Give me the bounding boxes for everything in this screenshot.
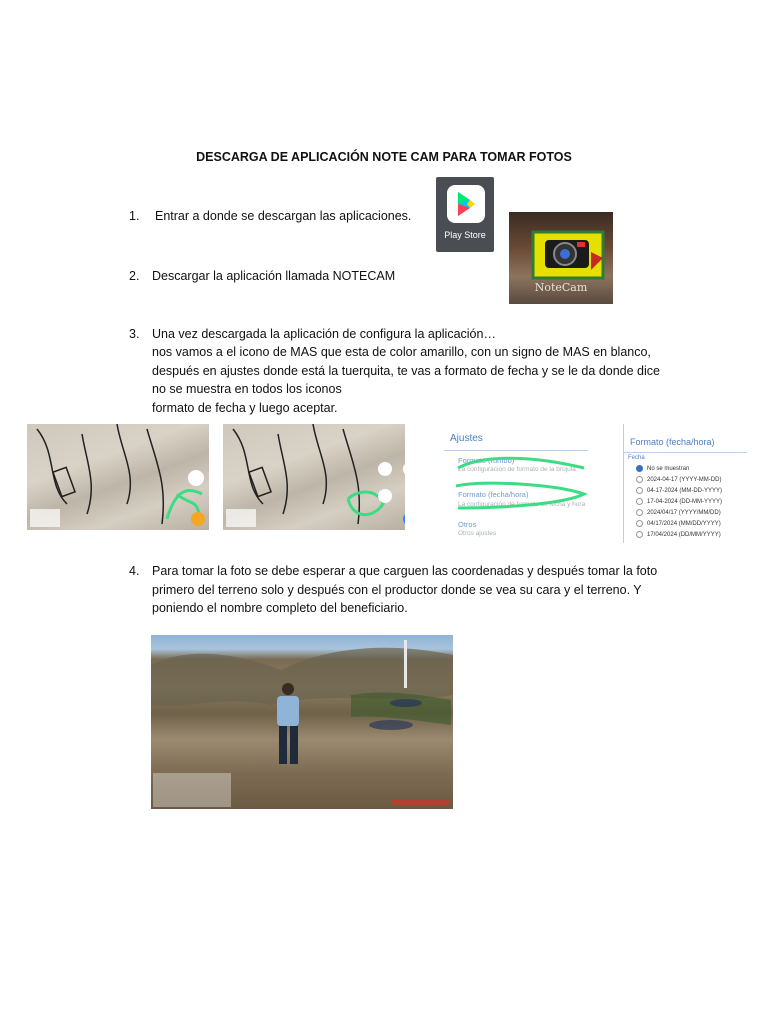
formato-section-label: Fecha [628,455,645,461]
radio [636,520,643,527]
mic-icon[interactable] [378,462,392,476]
date-option-label: 17-04-2024 (DD-MM-YYYY) [647,499,723,506]
step-3-line-2: nos vamos a el icono de MAS que esta de color amarillo, con un signo de MAS en blanco, [152,345,651,359]
date-option-label: 04/17/2024 (MM/DD/YYYY) [647,521,721,528]
coordinates-overlay [30,509,60,527]
step-2-number: 2. [129,269,140,283]
app-screenshot-menu [223,424,405,530]
formato-title: Formato (fecha/hora) [630,437,715,447]
step-4-number: 4. [129,564,140,578]
date-option-label: 2024/04/17 (YYYY/MM/DD) [647,510,721,517]
step-1-number: 1. [129,209,140,223]
ajustes-item-otros[interactable]: Otros [458,520,477,529]
notecam-icon [509,212,613,304]
step-3-line-5: formato de fecha y luego aceptar. [152,401,338,415]
radio [636,498,643,505]
notecam-label: NoteCam [534,281,588,294]
date-option[interactable] [636,476,721,483]
ajustes-title: Ajustes [450,433,483,444]
app-screenshot-camera [27,424,209,530]
date-option[interactable] [636,509,721,516]
document-title: DESCARGA DE APLICACIÓN NOTE CAM PARA TOMAR FOTOS [196,150,572,164]
step-3-number: 3. [129,327,140,341]
step-3-line-4: no se muestra en todos los iconos [152,382,342,396]
step-2-text: Descargar la aplicación llamada NOTECAM [152,269,396,283]
date-option-label: 2024-04-17 (YYYY-MM-DD) [647,477,722,484]
step-4-line-2: primero del terreno solo y después con el productor donde se vea su cara y el terreno. Y [152,583,642,597]
radio [636,509,643,516]
formato-panel [623,424,747,543]
step-4-line-1: Para tomar la foto se debe esperar a que carguen las coordenadas y después tomar la foto [152,564,658,578]
ajustes-item-fecha[interactable]: Formato (fecha/hora) [458,490,529,499]
radio [636,531,643,538]
radio [636,476,643,483]
step-3-line-3: después en ajustes donde está la tuerquita, te vas a formato de fecha y se le da donde dice [152,364,660,378]
ajustes-panel [444,424,588,543]
date-option-label: 17/04/2024 (DD/MM/YYYY) [647,532,721,539]
coordinates-overlay [153,773,231,807]
field-photo [151,635,453,809]
date-option[interactable] [636,465,689,472]
date-option-label: 04-17-2024 (MM-DD-YYYY) [647,488,723,495]
ajustes-item-rumbo[interactable]: Formato (rumbo) [458,456,515,465]
step-1-text: Entrar a donde se descargan las aplicaciones. [155,209,412,223]
date-option[interactable] [636,487,722,494]
radio-selected [636,465,643,472]
radio [636,487,643,494]
play-store-label: Play Store [444,230,486,240]
camera-icon[interactable] [188,470,204,486]
ajustes-item-fecha-sub: La configuración de formato de fecha y hora [458,501,586,508]
date-option[interactable] [636,531,721,538]
date-option[interactable] [636,520,721,527]
date-option-label: No se muestran [647,466,690,473]
coordinates-overlay [226,509,256,527]
date-option[interactable] [636,498,722,505]
ajustes-item-rumbo-sub: La configuración de formato de la brújula [458,466,576,473]
play-store-icon [436,177,494,252]
gear-icon[interactable] [378,489,392,503]
step-3-line-1: Una vez descargada la aplicación de configura la aplicación… [152,327,496,341]
plus-icon[interactable] [191,512,205,526]
ajustes-item-otros-sub: Otros ajustes [458,530,497,537]
watermark [391,800,449,805]
step-4-line-3: poniendo el nombre completo del beneficiario. [152,601,408,615]
